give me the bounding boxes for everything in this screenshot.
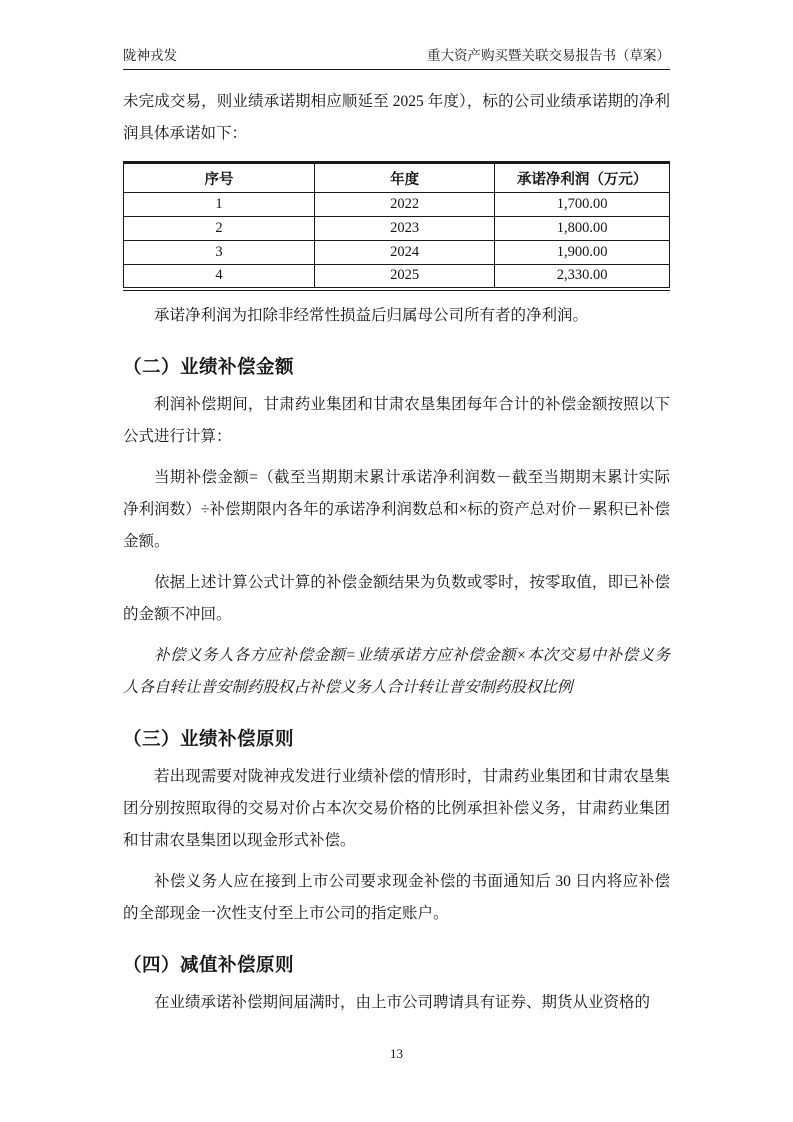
section-heading-compensation-principle: （三）业绩补偿原则 <box>123 727 295 749</box>
page-number: 13 <box>390 1046 403 1061</box>
cell-profit: 1,900.00 <box>495 241 670 265</box>
paragraph: 利润补偿期间，甘肃药业集团和甘肃农垦集团每年合计的补偿金额按照以下公式进行计算： <box>123 395 670 445</box>
column-header-promised-profit: 承诺净利润（万元） <box>495 163 670 193</box>
table-row <box>124 217 670 241</box>
paragraph-table-note: 承诺净利润为扣除非经常性损益后归属母公司所有者的净利润。 <box>154 306 589 324</box>
profit-commitment-table <box>123 161 670 291</box>
paragraph: 在业绩承诺补偿期间届满时，由上市公司聘请具有证券、期货从业资格的 <box>154 993 651 1011</box>
header-company-name: 陇神戎发 <box>123 48 177 63</box>
table-row <box>124 241 670 265</box>
table-row <box>124 193 670 217</box>
paragraph-formula: 当期补偿金额=（截至当期期末累计承诺净利润数－截至当期期末累计实际净利润数）÷补偿期限内各年的承诺净利润数总和×标的资产总对价－累积已补偿金额。 <box>123 468 670 550</box>
paragraph-obligor-formula: 补偿义务人各方应补偿金额=业绩承诺方应补偿金额×本次交易中补偿义务人各自转让普安制药股权占补偿义务人合计转让普安制药股权比例 <box>123 646 670 696</box>
paragraph-intro: 未完成交易，则业绩承诺期相应顺延至 2025 年度），标的公司业绩承诺期的净利润具体承诺如下： <box>123 93 670 142</box>
page-footer <box>0 1046 793 1062</box>
cell-year: 2022 <box>315 193 495 217</box>
cell-profit: 2,330.00 <box>495 265 670 289</box>
cell-profit: 1,800.00 <box>495 217 670 241</box>
column-header-year: 年度 <box>315 163 495 193</box>
section-heading-impairment-principle: （四）减值补偿原则 <box>123 953 295 975</box>
cell-seq: 2 <box>124 217 315 241</box>
column-header-seq: 序号 <box>124 163 315 193</box>
cell-seq: 1 <box>124 193 315 217</box>
header-report-title: 重大资产购买暨关联交易报告书（草案） <box>427 48 670 63</box>
paragraph: 依据上述计算公式计算的补偿金额结果为负数或零时，按零取值，即已补偿的金额不冲回。 <box>123 573 670 623</box>
cell-seq: 4 <box>124 265 315 289</box>
table-header-row <box>124 163 670 193</box>
section-heading-compensation-amount: （二）业绩补偿金额 <box>123 355 295 377</box>
cell-year: 2023 <box>315 217 495 241</box>
cell-seq: 3 <box>124 241 315 265</box>
paragraph: 若出现需要对陇神戎发进行业绩补偿的情形时，甘肃药业集团和甘肃农垦集团分别按照取得的交易对价占本次交易价格的比例承担补偿义务，甘肃药业集团和甘肃农垦集团以现金形式补偿。 <box>123 767 670 849</box>
paragraph: 补偿义务人应在接到上市公司要求现金补偿的书面通知后 30 日内将应补偿的全部现金一次性支付至上市公司的指定账户。 <box>123 872 670 922</box>
cell-profit: 1,700.00 <box>495 193 670 217</box>
page-header <box>123 46 670 70</box>
table-row <box>124 265 670 289</box>
cell-year: 2025 <box>315 265 495 289</box>
cell-year: 2024 <box>315 241 495 265</box>
